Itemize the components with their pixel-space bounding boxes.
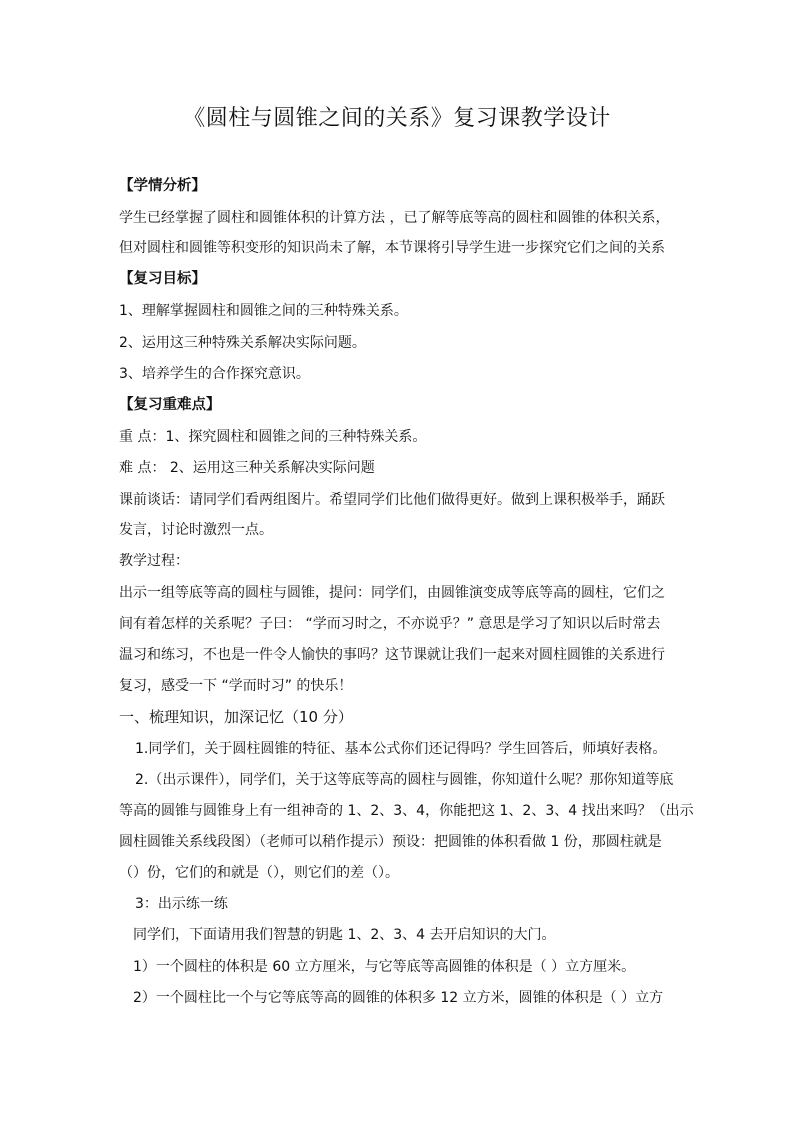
paragraph-line: 同学们，下面请用我们智慧的钥匙 1、2、3、4 去开启知识的大门。 <box>133 927 556 943</box>
paragraph-line: 等高的圆锥与圆锥身上有一组神奇的 1、2、3、4，你能把这 1、2、3、4 找出来吗？（出示 <box>119 803 694 819</box>
heading-learning-analysis: 【学情分析】 <box>119 178 206 194</box>
paragraph-line: 3：出示练一练 <box>135 896 228 912</box>
heading-key-points: 【复习重难点】 <box>119 397 221 413</box>
section-label: 教学过程： <box>119 553 189 569</box>
key-point-line: 重 点：1、探究圆柱和圆锥之间的三种特殊关系。 <box>119 429 427 445</box>
document-title: 《圆柱与圆锥之间的关系》复习课教学设计 <box>183 106 611 131</box>
paragraph-line: 圆柱圆锥关系线段图）（老师可以稍作提示）预设：把圆锥的体积看做 1 份，那圆柱就是 <box>119 834 662 850</box>
paragraph-line: 课前谈话：请同学们看两组图片。希望同学们比他们做得更好。做到上课积极举手，踊跃 <box>119 492 665 508</box>
paragraph-line: 温习和练习，不也是一件令人愉快的事吗？这节课就让我们一起来对圆柱圆锥的关系进行 <box>119 647 665 663</box>
section-heading: 一、梳理知识，加深记忆（10 分） <box>119 708 353 726</box>
paragraph-line: 但对圆柱和圆锥等积变形的知识尚未了解，本节课将引导学生进一步探究它们之间的关系 <box>119 240 665 256</box>
paragraph-line: 发言，讨论时激烈一点。 <box>119 522 273 538</box>
list-item: 3、培养学生的合作探究意识。 <box>119 366 310 382</box>
paragraph-line: 2.（出示课件），同学们，关于这等底等高的圆柱与圆锥，你知道什么呢？那你知道等底 <box>135 772 674 788</box>
paragraph-line: 1.同学们，关于圆柱圆锥的特征、基本公式你们还记得吗？学生回答后，师填好表格。 <box>135 741 667 757</box>
list-item: 2、运用这三种特殊关系解决实际问题。 <box>119 335 366 351</box>
paragraph-line: 出示一组等底等高的圆柱与圆锥，提问：同学们，由圆锥演变成等底等高的圆柱，它们之 <box>119 585 665 601</box>
paragraph-line: 学生已经掌握了圆柱和圆锥体积的计算方法 ，已了解等底等高的圆柱和圆锥的体积关系， <box>119 210 670 226</box>
paragraph-line: （）份，它们的和就是（），则它们的差（）。 <box>119 865 399 881</box>
heading-review-goals: 【复习目标】 <box>119 271 206 287</box>
paragraph-line: 间有着怎样的关系呢？子曰： “学而习时之，不亦说乎？” 意思是学习了知识以后时常去 <box>119 616 661 632</box>
exercise-item: 2）一个圆柱比一个与它等底等高的圆锥的体积多 12 立方米，圆锥的体积是（ ）立方 <box>133 990 664 1006</box>
list-item: 1、理解掌握圆柱和圆锥之间的三种特殊关系。 <box>119 303 408 319</box>
exercise-item: 1）一个圆柱的体积是 60 立方厘米，与它等底等高圆锥的体积是（ ）立方厘米。 <box>133 959 636 975</box>
difficult-point-line: 难 点： 2、运用这三种关系解决实际问题 <box>119 460 375 476</box>
paragraph-line: 复习，感受一下 “学而时习” 的快乐！ <box>119 678 353 694</box>
